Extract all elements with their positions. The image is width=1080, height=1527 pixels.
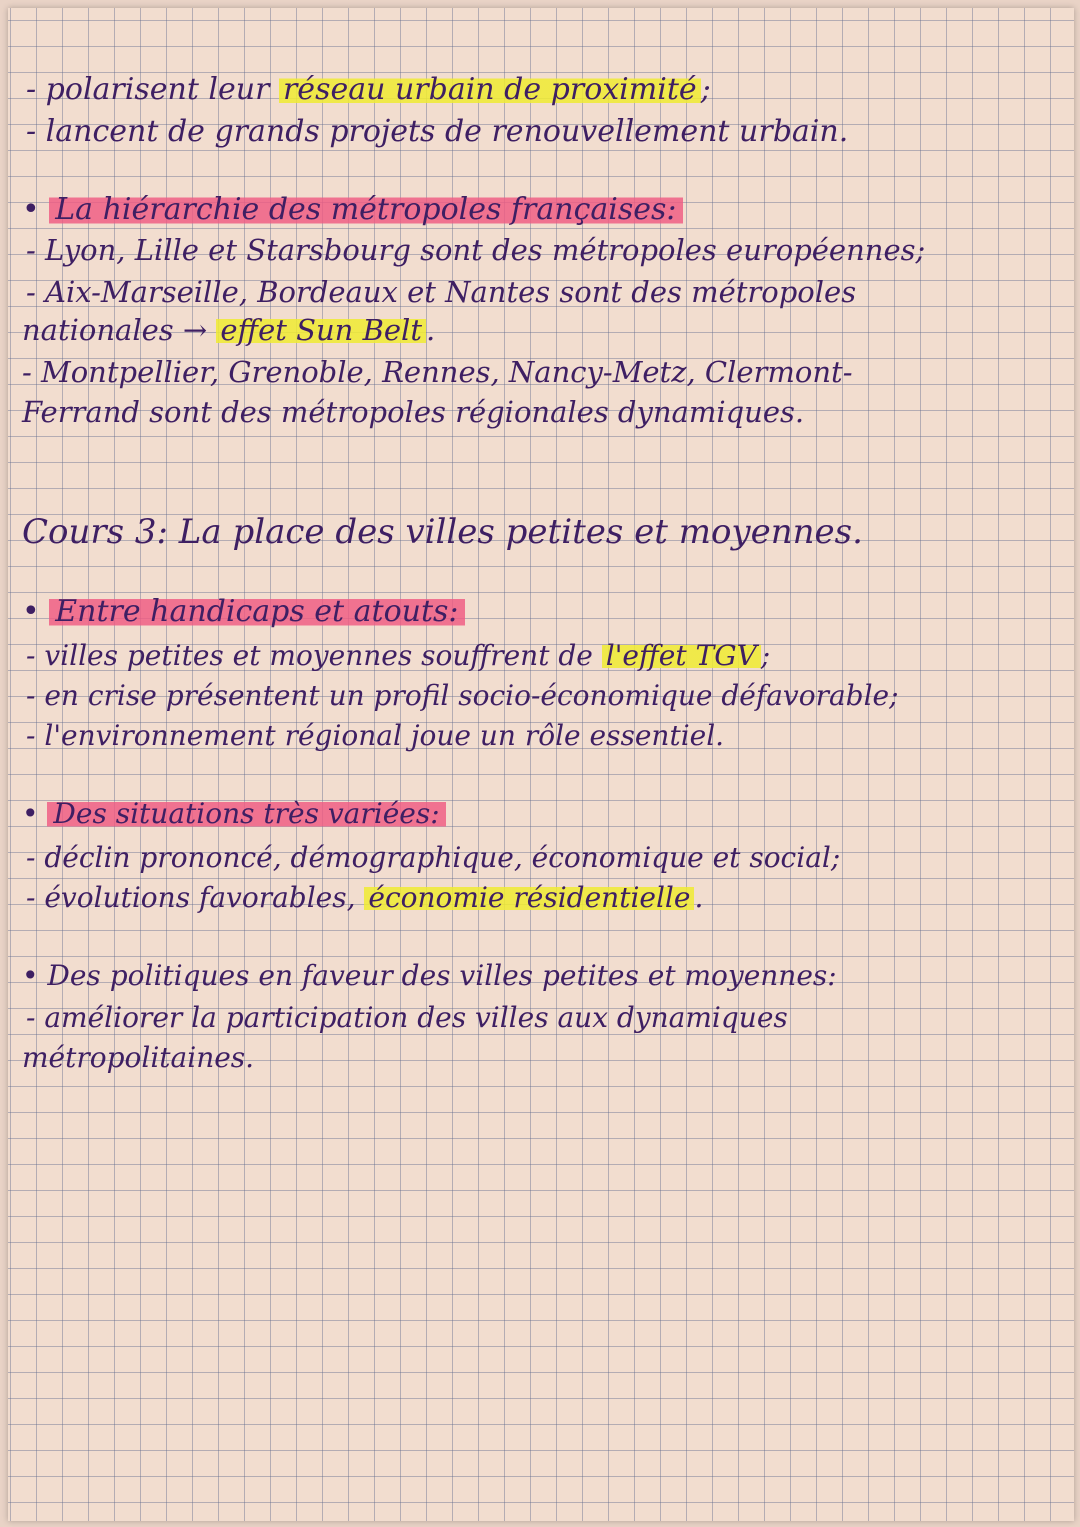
bullet: • [22,192,40,227]
note-line [26,838,1074,878]
section-heading [22,956,1074,996]
course-title [22,508,1074,556]
note-text: - déclin prononcé, démographique, économique et social; [26,841,841,874]
note-text: - en crise présentent un profil socio-économique défavorable; [26,679,899,712]
yellow-highlight: l'effet TGV [602,639,761,672]
note-text: - polarisent leur [26,72,279,107]
section-heading [22,190,1074,230]
note-text: Ferrand sont des métropoles régionales dynamiques. [22,395,805,429]
note-line [26,230,1074,270]
note-line [26,716,1074,756]
note-line [26,70,1074,110]
note-text: - lancent de grands projets de renouvellement urbain. [26,114,849,149]
note-text: nationales → [22,313,217,347]
note-line [22,310,1074,350]
note-line [26,272,1074,312]
course-title-text: Cours 3: La place des villes petites et moyennes. [22,512,863,552]
bullet: • [22,797,39,830]
pink-highlight-heading: Des situations très variées: [47,797,445,830]
note-text: - améliorer la participation des villes aux dynamiques [26,1001,788,1034]
section-heading [22,794,1074,834]
note-text: ; [700,72,711,107]
note-text: métropolitaines. [22,1041,255,1074]
note-line [22,392,1074,432]
note-line [22,1038,1074,1078]
note-line [22,352,1074,392]
note-line [26,676,1074,716]
note-line [26,636,1074,676]
note-text: - Aix-Marseille, Bordeaux et Nantes sont des métropoles [26,275,857,309]
note-text: . [694,881,704,914]
note-text: - villes petites et moyennes souffrent de [26,639,602,672]
note-text: - évolutions favorables, [26,881,365,914]
notebook-page [8,8,1074,1521]
note-line [26,112,1074,152]
note-line [26,998,1074,1038]
pink-highlight-heading: Entre handicaps et atouts: [49,594,464,629]
section-heading [22,592,1074,632]
yellow-highlight: effet Sun Belt [216,313,426,347]
note-text: - l'environnement régional joue un rôle essentiel. [26,719,725,752]
note-text: - Lyon, Lille et Starsbourg sont des métropoles européennes; [26,233,926,267]
note-text: . [425,313,436,347]
note-heading-text: • Des politiques en faveur des villes petites et moyennes: [22,959,837,992]
pink-highlight-heading: La hiérarchie des métropoles françaises: [49,192,682,227]
bullet: • [22,594,40,629]
note-text: ; [760,639,771,672]
yellow-highlight: réseau urbain de proximité [279,72,701,107]
yellow-highlight: économie résidentielle [364,881,694,914]
note-text: - Montpellier, Grenoble, Rennes, Nancy-Metz, Clermont- [22,355,853,389]
note-line [26,878,1074,918]
